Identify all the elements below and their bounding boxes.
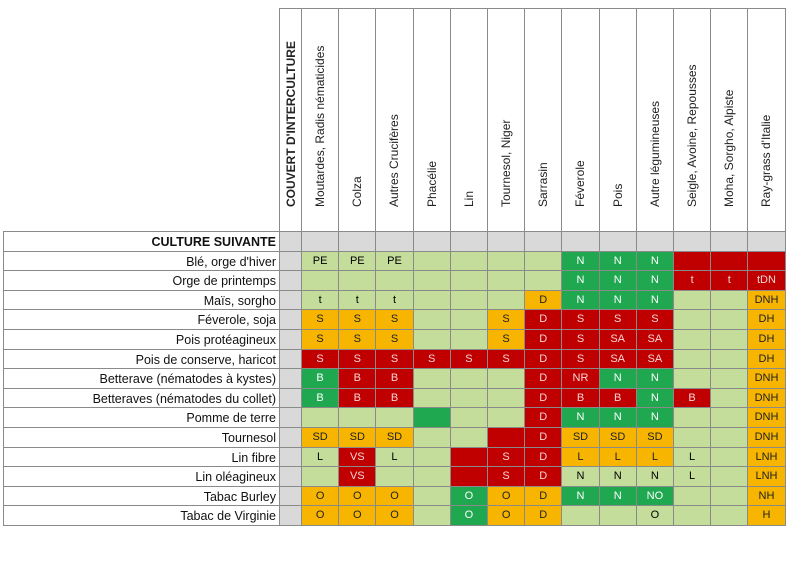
table-cell: S [338,309,376,330]
table-cell [338,270,376,291]
table-cell [487,407,525,428]
column-header-label: Sarrasin [536,162,551,207]
table-cell: H [747,505,785,526]
table-cell [599,505,637,526]
table-cell: PE [338,251,376,272]
table-cell: L [301,447,339,468]
table-cell: DH [747,349,785,370]
table-cell: N [599,270,637,291]
table-cell [673,349,711,370]
table-cell: N [636,251,674,272]
table-cell [524,251,562,272]
table-cell [710,388,748,409]
column-header [450,8,488,232]
table-cell [673,329,711,350]
table-cell: D [524,309,562,330]
table-cell [413,505,451,526]
table-cell: NH [747,486,785,507]
table-cell: O [375,505,413,526]
header-blank-cell [338,231,376,252]
table-cell: O [487,505,525,526]
table-cell: O [450,486,488,507]
column-header [375,8,413,232]
header-blank-cell [561,231,599,252]
table-cell: LNH [747,466,785,487]
table-cell: D [524,290,562,311]
table-cell [710,309,748,330]
table-cell [413,309,451,330]
table-cell [710,505,748,526]
row-label: Betteraves (nématodes du collet) [3,388,280,409]
table-cell [487,251,525,272]
column-header [599,8,637,232]
table-cell: B [673,388,711,409]
table-cell: S [338,329,376,350]
table-cell [413,368,451,389]
table-cell: D [524,388,562,409]
table-cell [524,270,562,291]
table-cell: B [301,368,339,389]
table-cell [673,290,711,311]
table-cell: N [599,407,637,428]
column-header-label: Pois [610,183,625,207]
header-blank-cell [279,231,302,252]
table-cell: B [561,388,599,409]
table-cell: S [636,309,674,330]
table-cell: L [636,447,674,468]
table-cell [301,270,339,291]
table-cell [450,368,488,389]
table-cell [450,309,488,330]
table-cell [450,466,488,487]
corner-blank-cell [279,388,302,409]
table-cell: S [561,349,599,370]
table-cell: DNH [747,407,785,428]
corner-blank-cell [279,349,302,370]
table-cell [375,466,413,487]
table-cell: DH [747,309,785,330]
row-label: Orge de printemps [3,270,280,291]
row-label: Lin oléagineux [3,466,280,487]
corner-blank-cell [279,290,302,311]
table-cell: O [375,486,413,507]
table-cell [673,486,711,507]
column-header [636,8,674,232]
column-header [673,8,711,232]
row-label: Féverole, soja [3,309,280,330]
table-cell: DNH [747,388,785,409]
table-cell: SD [301,427,339,448]
row-label: Tabac de Virginie [3,505,280,526]
corner-blank-cell [279,251,302,272]
table-cell [413,251,451,272]
table-cell [450,329,488,350]
row-label: Pois protéagineux [3,329,280,350]
table-cell [710,486,748,507]
table-cell: O [301,505,339,526]
row-label: Lin fibre [3,447,280,468]
table-cell: B [338,388,376,409]
table-cell [710,290,748,311]
table-cell [747,251,785,272]
corner-blank-cell [279,329,302,350]
table-cell: B [338,368,376,389]
table-cell: N [599,290,637,311]
header-blank-cell [524,231,562,252]
table-cell [487,427,525,448]
table-cell: S [301,349,339,370]
table-cell [413,388,451,409]
header-blank-cell [375,231,413,252]
header-blank-cell [487,231,525,252]
column-header [747,8,785,232]
column-header-label: Ray-grass d'Italie [759,114,774,207]
table-cell: S [487,349,525,370]
column-header-label: Autres Crucifères [387,114,402,207]
table-cell: NO [636,486,674,507]
column-header [710,8,748,232]
row-label: Pomme de terre [3,407,280,428]
column-header-label: Moha, Sorgho, Alpiste [722,89,737,207]
table-cell: D [524,447,562,468]
column-header [301,8,339,232]
table-cell: L [561,447,599,468]
corner-blank-cell [279,466,302,487]
table-cell: DH [747,329,785,350]
table-cell [487,388,525,409]
table-cell [487,290,525,311]
table-cell: B [599,388,637,409]
column-header-label: Moutardes, Radis nématicides [313,45,328,207]
table-cell [487,368,525,389]
column-header [413,8,451,232]
table-cell: LNH [747,447,785,468]
table-cell [413,329,451,350]
table-cell: N [561,290,599,311]
row-label: Maïs, sorgho [3,290,280,311]
table-cell: SD [599,427,637,448]
table-cell: DNH [747,427,785,448]
table-cell [413,270,451,291]
table-cell: S [487,466,525,487]
table-cell: S [561,309,599,330]
table-cell: SD [561,427,599,448]
corner-blank-cell [279,427,302,448]
table-cell: L [673,466,711,487]
table-cell: B [301,388,339,409]
table-cell: SD [375,427,413,448]
next-crop-header: CULTURE SUIVANTE [3,231,280,252]
table-cell: B [375,368,413,389]
table-cell [673,427,711,448]
table-cell: t [710,270,748,291]
table-cell: D [524,349,562,370]
table-cell [673,251,711,272]
table-cell: N [599,486,637,507]
table-cell [710,407,748,428]
table-cell: S [301,309,339,330]
table-cell: N [599,466,637,487]
table-cell: N [561,270,599,291]
table-cell: S [599,309,637,330]
table-cell [450,388,488,409]
table-cell [413,447,451,468]
corner-blank-cell [279,309,302,330]
table-cell [450,290,488,311]
row-label: Tournesol [3,427,280,448]
table-cell [561,505,599,526]
column-header [487,8,525,232]
header-blank-cell [710,231,748,252]
table-cell [710,251,748,272]
header-blank-cell [599,231,637,252]
table-cell [450,251,488,272]
table-cell: O [636,505,674,526]
table-cell [487,270,525,291]
table-cell: L [673,447,711,468]
table-cell: DNH [747,368,785,389]
table-cell: S [561,329,599,350]
table-cell: N [636,388,674,409]
table-cell: D [524,505,562,526]
cover-crop-header-label: COUVERT D'INTERCULTURE [283,41,298,207]
table-cell [413,466,451,487]
row-label: Tabac Burley [3,486,280,507]
table-cell: N [636,368,674,389]
table-cell [673,505,711,526]
table-cell [375,270,413,291]
header-blank-cell [673,231,711,252]
column-header-label: Lin [461,190,476,207]
table-cell: tDN [747,270,785,291]
table-cell [673,407,711,428]
table-cell [450,407,488,428]
table-cell: S [487,329,525,350]
table-cell: D [524,486,562,507]
header-blank-cell [301,231,339,252]
table-cell: NR [561,368,599,389]
table-cell: O [301,486,339,507]
table-cell [413,486,451,507]
table-cell [710,349,748,370]
table-cell: D [524,466,562,487]
table-cell: VS [338,466,376,487]
table-cell [338,407,376,428]
table-cell: t [301,290,339,311]
table-cell: S [301,329,339,350]
table-cell: VS [338,447,376,468]
table-cell [673,368,711,389]
column-header [338,8,376,232]
table-cell: SA [636,329,674,350]
table-cell: N [599,251,637,272]
table-cell: N [561,486,599,507]
table-cell [450,447,488,468]
table-cell: O [338,486,376,507]
table-cell: t [673,270,711,291]
header-blank-cell [413,231,451,252]
table-cell [413,407,451,428]
corner-blank-cell [279,486,302,507]
table-cell: D [524,427,562,448]
table-cell: SD [338,427,376,448]
table-cell: L [599,447,637,468]
table-cell: N [636,407,674,428]
column-header-label: Seigle, Avoine, Repousses [685,64,700,207]
table-cell: B [375,388,413,409]
row-label: Blé, orge d'hiver [3,251,280,272]
table-cell [710,329,748,350]
row-label: Betterave (nématodes à kystes) [3,368,280,389]
table-cell: L [375,447,413,468]
column-header-label: Phacélie [424,160,439,207]
cover-crop-header [279,8,302,232]
table-cell [375,407,413,428]
table-cell: S [450,349,488,370]
table-cell [301,466,339,487]
table-cell [673,309,711,330]
column-header-label: Féverole [573,160,588,207]
table-cell: N [561,466,599,487]
corner-blank-cell [279,270,302,291]
corner-blank-cell [279,505,302,526]
row-label: Pois de conserve, haricot [3,349,280,370]
table-cell: DNH [747,290,785,311]
table-cell: t [375,290,413,311]
column-header-label: Colza [350,176,365,207]
table-cell: O [338,505,376,526]
header-blank-cell [450,231,488,252]
table-cell: O [487,486,525,507]
table-cell: PE [301,251,339,272]
table-cell [450,270,488,291]
table-cell [413,290,451,311]
table-cell: D [524,407,562,428]
table-cell: N [636,466,674,487]
table-cell: SA [636,349,674,370]
corner-blank-cell [279,407,302,428]
table-cell: S [338,349,376,370]
table-cell: SD [636,427,674,448]
column-header [561,8,599,232]
table-cell: S [487,447,525,468]
table-cell: SA [599,329,637,350]
table-cell: N [561,407,599,428]
column-header-label: Autre légumineuses [647,100,662,207]
header-blank-cell [747,231,785,252]
table-cell [301,407,339,428]
corner-blank-cell [279,368,302,389]
corner-blank-cell [279,447,302,468]
table-cell: N [636,270,674,291]
table-cell: D [524,368,562,389]
table-cell: t [338,290,376,311]
table-cell [710,368,748,389]
table-cell [413,427,451,448]
column-header-label: Tournesol, Niger [499,119,514,207]
table-cell: N [599,368,637,389]
table-cell: PE [375,251,413,272]
table-cell: SA [599,349,637,370]
column-header [524,8,562,232]
table-cell [710,447,748,468]
table-cell [710,466,748,487]
table-cell: N [561,251,599,272]
table-cell [450,427,488,448]
table-cell: S [487,309,525,330]
table-cell: S [375,329,413,350]
table-cell: S [375,309,413,330]
table-cell: O [450,505,488,526]
table-cell: S [413,349,451,370]
header-blank-cell [636,231,674,252]
table-cell: N [636,290,674,311]
table-cell: D [524,329,562,350]
table-cell: S [375,349,413,370]
table-cell [710,427,748,448]
